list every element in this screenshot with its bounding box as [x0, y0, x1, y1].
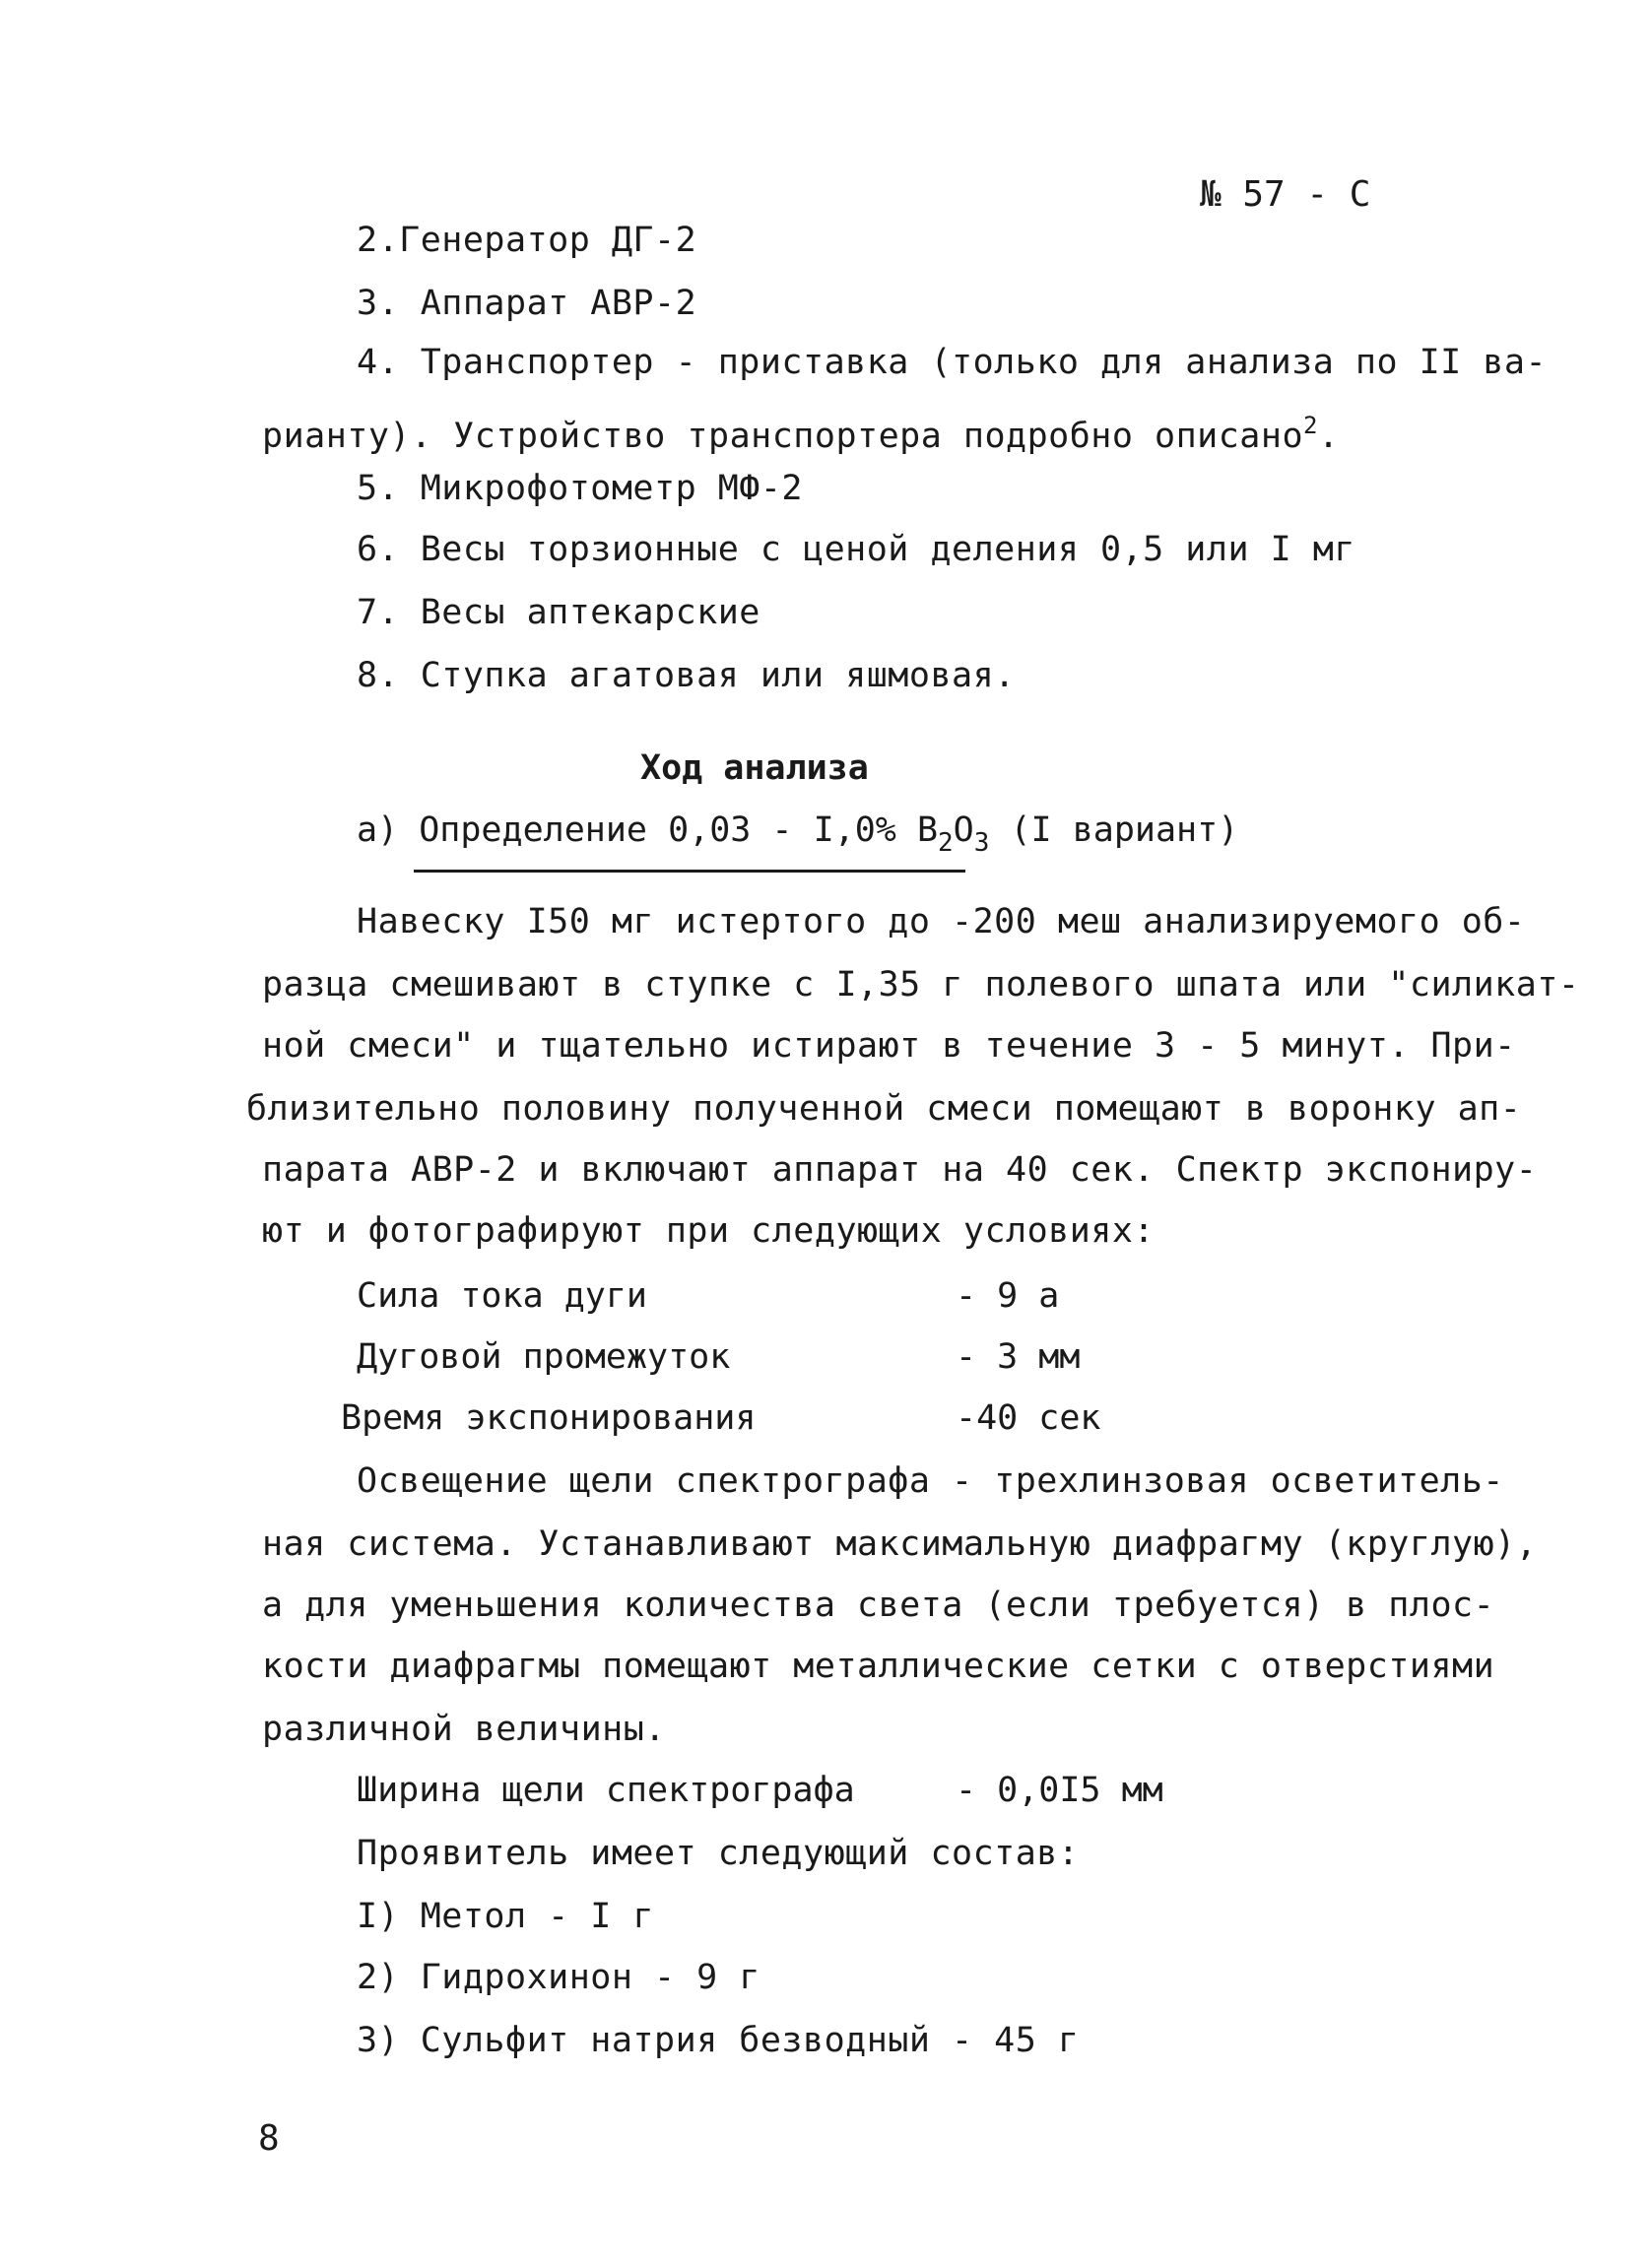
equipment-item-4-line-2 — [262, 404, 1340, 458]
condition-value: - 3 мм — [956, 1337, 1081, 1377]
page-number: 8 — [258, 2118, 280, 2159]
condition-label: Сила тока дуги — [357, 1276, 648, 1316]
section-subheading — [357, 806, 1238, 868]
developer-intro: Проявитель имеет следующий состав: — [357, 1834, 1080, 1873]
equipment-item-7: 7. Весы аптекарские — [357, 593, 760, 632]
equipment-item-5: 5. Микрофотометр МФ-2 — [357, 469, 804, 508]
developer-item: 3) Сульфит натрия безводный - 45 г — [357, 2021, 1080, 2060]
subheading-o-subscript: 3 — [973, 828, 990, 858]
subheading-prefix: а) Определение 0,03 - I,0% В — [357, 810, 939, 850]
condition-value: - 9 а — [956, 1276, 1060, 1316]
footnote-marker: 2 — [1303, 412, 1318, 439]
paragraph-1-line-6: ют и фотографируют при следующих условиях: — [262, 1211, 1156, 1251]
subheading-oxygen: О — [953, 810, 974, 850]
equipment-item-8: 8. Ступка агатовая или яшмовая. — [357, 656, 1016, 695]
subheading-b-subscript: 2 — [938, 828, 954, 858]
paragraph-1-line-3: ной смеси" и тщательно истирают в течение 3 - 5 минут. При- — [262, 1026, 1516, 1066]
subheading-suffix: (I вариант) — [989, 810, 1239, 850]
equipment-item-2: 2.Генератор ДГ-2 — [357, 221, 697, 260]
paragraph-2-line-3: а для уменьшения количества света (если требуется) в плос- — [262, 1586, 1495, 1625]
condition-label: Дуговой промежуток — [357, 1337, 731, 1377]
slit-width-value: - 0,0I5 мм — [956, 1771, 1163, 1810]
equipment-item-4-line-1: 4. Транспортер - приставка (только для анализа по II ва- — [357, 343, 1548, 382]
document-number: № 57 - С — [1200, 174, 1371, 215]
paragraph-1-line-2: разца смешивают в ступке с I,35 г полевого шпата или "силикат- — [262, 965, 1580, 1004]
condition-label: Время экспонирования — [341, 1398, 757, 1438]
slit-width-label: Ширина щели спектрографа — [357, 1771, 855, 1810]
paragraph-1-line-1: Навеску I50 мг истертого до -200 меш анализируемого об- — [357, 902, 1526, 941]
subheading-underline — [414, 870, 965, 873]
developer-item: 2) Гидрохинон - 9 г — [357, 1958, 760, 1997]
equipment-item-6: 6. Весы торзионные с ценой деления 0,5 или I мг — [357, 530, 1355, 569]
paragraph-1-line-5: парата АВР-2 и включают аппарат на 40 сек. Спектр экспониру- — [262, 1150, 1538, 1190]
paragraph-2-line-4: кости диафрагмы помещают металлические сетки с отверстиями — [262, 1647, 1495, 1686]
paragraph-2-line-2: ная система. Устанавливают максимальную диафрагму (круглую), — [262, 1524, 1538, 1564]
paragraph-2-line-1: Освещение щели спектрографа - трехлинзовая осветитель- — [357, 1461, 1504, 1501]
equipment-item-4-text: рианту). Устройство транспортера подробно описано — [262, 417, 1304, 456]
section-heading: Ход анализа — [640, 748, 869, 788]
paragraph-2-line-5: различной величины. — [262, 1710, 666, 1749]
condition-value: -40 сек — [956, 1398, 1101, 1438]
equipment-item-4-period: . — [1317, 417, 1340, 456]
equipment-item-3: 3. Аппарат АВР-2 — [357, 284, 697, 323]
developer-item: I) Метол - I г — [357, 1897, 655, 1936]
paragraph-1-line-4: близительно половину полученной смеси помещают в воронку ап- — [246, 1089, 1522, 1129]
